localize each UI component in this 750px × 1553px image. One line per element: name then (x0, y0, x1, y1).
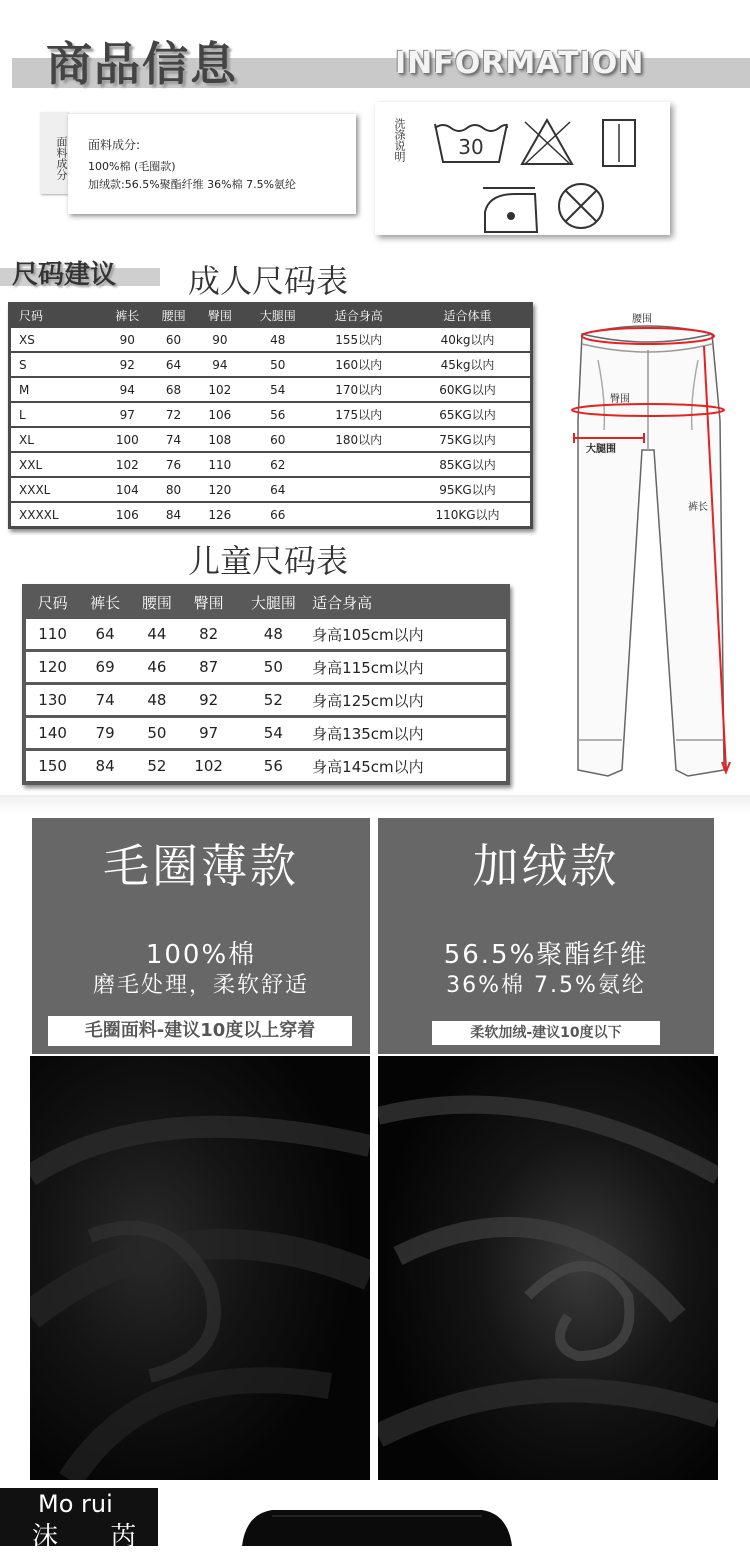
table-cell: 69 (79, 651, 131, 684)
table-cell: 66 (243, 502, 312, 528)
table-cell: 175以内 (312, 402, 405, 427)
table-cell: XXXXL (10, 502, 105, 528)
table-cell: 身高105cm以内 (312, 618, 508, 651)
terry-panel (32, 818, 370, 1054)
brand-name-en: Mo rui (38, 1490, 113, 1518)
table-cell: 90 (104, 327, 150, 352)
terry-fabric-image (30, 1056, 370, 1480)
table-cell: 50 (235, 651, 313, 684)
col-header: 臀围 (183, 586, 235, 618)
table-row (10, 502, 532, 528)
table-cell: 48 (131, 684, 183, 717)
table-cell: 94 (104, 377, 150, 402)
fabric-label: 面料成分: (88, 138, 141, 152)
table-cell: 身高135cm以内 (312, 717, 508, 750)
col-header: 裤长 (79, 586, 131, 618)
line-dry-icon (603, 120, 635, 166)
table-cell: 45kg以内 (405, 352, 531, 377)
page-title: 商品信息 (46, 37, 238, 91)
table-cell (312, 502, 405, 528)
no-tumble-dry-icon (559, 184, 603, 228)
fleece-fabric-image (378, 1056, 718, 1480)
table-cell: 110 (197, 452, 243, 477)
table-row (10, 402, 532, 427)
wash-icons (375, 102, 670, 235)
fabric-composition-box (68, 114, 356, 214)
terry-line1: 100%棉 (145, 940, 257, 970)
brand-logo (0, 1488, 159, 1552)
fleece-badge: 柔软加绒-建议10度以下 (432, 1021, 660, 1045)
wash-instructions-panel (375, 102, 670, 235)
label-length: 裤长 (688, 502, 708, 513)
table-cell: 130 (24, 684, 79, 717)
table-cell: 60 (150, 327, 196, 352)
terry-title: 毛圈薄款 (103, 839, 299, 893)
table-row (10, 327, 532, 352)
table-row (24, 618, 508, 651)
table-cell: 48 (235, 618, 313, 651)
brand-name-cn: 沫 芮 (32, 1522, 159, 1552)
table-row (10, 377, 532, 402)
table-cell: 104 (104, 477, 150, 502)
table-cell: 50 (131, 717, 183, 750)
table-cell: 52 (131, 750, 183, 784)
table-cell: 102 (183, 750, 235, 784)
table-cell: 60 (243, 427, 312, 452)
adult-header-row (10, 304, 532, 328)
table-cell: 40kg以内 (405, 327, 531, 352)
table-cell: 65KG以内 (405, 402, 531, 427)
table-cell: 160以内 (312, 352, 405, 377)
table-cell: 46 (131, 651, 183, 684)
table-cell: 身高125cm以内 (312, 684, 508, 717)
adult-size-table (8, 302, 533, 529)
table-cell: 110 (24, 618, 79, 651)
table-row (24, 684, 508, 717)
kids-header-row (24, 586, 508, 618)
label-waist: 腰围 (632, 314, 652, 325)
fabric-side-label: 面料成分 (40, 112, 68, 194)
table-cell: 50 (243, 352, 312, 377)
table-cell: 90 (197, 327, 243, 352)
table-cell: 75KG以内 (405, 427, 531, 452)
kids-size-table (22, 584, 510, 785)
table-cell: 102 (104, 452, 150, 477)
table-cell: 76 (150, 452, 196, 477)
table-cell: 56 (243, 402, 312, 427)
table-cell: 64 (79, 618, 131, 651)
table-cell: 100 (104, 427, 150, 452)
size-advice-title: 尺码建议 (12, 260, 117, 290)
col-header: 腰围 (131, 586, 183, 618)
table-cell: 68 (150, 377, 196, 402)
table-cell: 155以内 (312, 327, 405, 352)
table-cell: 79 (79, 717, 131, 750)
table-cell: 54 (235, 717, 313, 750)
table-cell (312, 452, 405, 477)
col-header: 大腿围 (235, 586, 313, 618)
no-bleach-icon (522, 120, 572, 164)
table-cell: 87 (183, 651, 235, 684)
table-row (24, 651, 508, 684)
table-cell: 62 (243, 452, 312, 477)
col-header: 适合体重 (405, 304, 531, 328)
table-cell: 94 (197, 352, 243, 377)
table-cell: 84 (79, 750, 131, 784)
pants-measurement-diagram (548, 300, 750, 790)
table-row (10, 427, 532, 452)
table-cell: 150 (24, 750, 79, 784)
adult-size-title: 成人尺码表 (188, 262, 349, 300)
table-cell: XXXL (10, 477, 105, 502)
terry-line2: 磨毛处理，柔软舒适 (92, 973, 309, 998)
table-cell: 97 (104, 402, 150, 427)
page-title-en: INFORMATION (395, 46, 645, 81)
table-cell: 64 (150, 352, 196, 377)
col-header: 尺码 (10, 304, 105, 328)
table-cell: 74 (79, 684, 131, 717)
table-cell: 110KG以内 (405, 502, 531, 528)
col-header: 臀围 (197, 304, 243, 328)
table-cell: 44 (131, 618, 183, 651)
terry-badge: 毛圈面料-建议10度以上穿着 (48, 1016, 352, 1046)
product-photo-top (232, 1506, 522, 1546)
table-cell: 64 (243, 477, 312, 502)
table-cell: 54 (243, 377, 312, 402)
table-cell: S (10, 352, 105, 377)
table-cell: 140 (24, 717, 79, 750)
table-cell: 102 (197, 377, 243, 402)
fleece-line2: 36%棉 7.5%氨纶 (446, 973, 646, 998)
col-header: 腰围 (150, 304, 196, 328)
fleece-title: 加绒款 (472, 839, 620, 893)
table-cell: 120 (24, 651, 79, 684)
table-cell: 97 (183, 717, 235, 750)
table-cell: XL (10, 427, 105, 452)
table-cell: 身高145cm以内 (312, 750, 508, 784)
table-cell: 48 (243, 327, 312, 352)
table-cell: 106 (197, 402, 243, 427)
table-cell: 60KG以内 (405, 377, 531, 402)
table-row (10, 477, 532, 502)
kids-size-title: 儿童尺码表 (188, 542, 349, 580)
table-cell: 92 (104, 352, 150, 377)
fleece-line1: 56.5%聚酯纤维 (443, 940, 649, 970)
table-cell: 72 (150, 402, 196, 427)
section-divider (0, 795, 750, 815)
wash-30-icon (435, 124, 507, 162)
fleece-panel (378, 818, 714, 1054)
table-cell: 身高115cm以内 (312, 651, 508, 684)
table-cell: 85KG以内 (405, 452, 531, 477)
col-header: 裤长 (104, 304, 150, 328)
table-cell: 80 (150, 477, 196, 502)
table-cell: 126 (197, 502, 243, 528)
table-cell: XXL (10, 452, 105, 477)
wash-side-label: 洗涤说明 (393, 118, 406, 162)
label-hip: 臀围 (610, 394, 630, 405)
col-header: 大腿围 (243, 304, 312, 328)
label-thigh: 大腿围 (586, 444, 616, 455)
table-cell: 180以内 (312, 427, 405, 452)
table-row (10, 452, 532, 477)
table-cell: 74 (150, 427, 196, 452)
table-cell: 92 (183, 684, 235, 717)
svg-text:30: 30 (458, 135, 484, 159)
table-cell: 120 (197, 477, 243, 502)
table-cell (312, 477, 405, 502)
fabric-line2: 加绒款:56.5%聚酯纤维 36%棉 7.5%氨纶 (88, 178, 297, 191)
iron-low-icon (483, 188, 537, 232)
fabric-line1: 100%棉 (毛圈款) (88, 160, 176, 173)
table-cell: 106 (104, 502, 150, 528)
table-cell: 52 (235, 684, 313, 717)
table-cell: M (10, 377, 105, 402)
table-cell: L (10, 402, 105, 427)
table-cell: 170以内 (312, 377, 405, 402)
col-header: 适合身高 (312, 304, 405, 328)
table-cell: 95KG以内 (405, 477, 531, 502)
table-row (24, 717, 508, 750)
table-cell: XS (10, 327, 105, 352)
table-cell: 82 (183, 618, 235, 651)
table-row (10, 352, 532, 377)
table-row (24, 750, 508, 784)
table-cell: 84 (150, 502, 196, 528)
table-cell: 56 (235, 750, 313, 784)
col-header: 尺码 (24, 586, 79, 618)
col-header: 适合身高 (312, 586, 508, 618)
pants-outline (548, 300, 750, 790)
table-cell: 108 (197, 427, 243, 452)
